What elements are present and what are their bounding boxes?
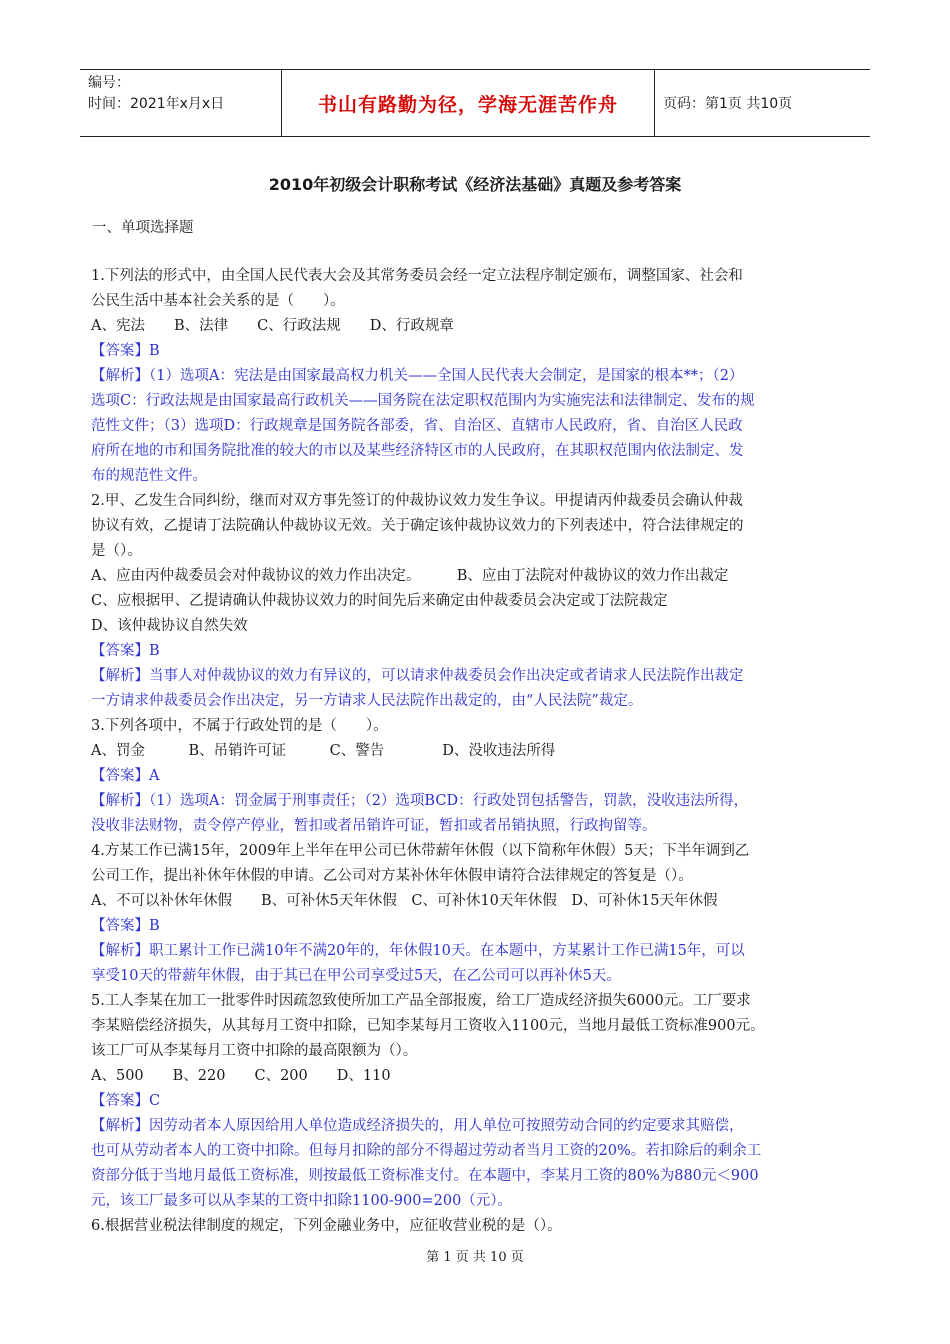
content-line: 范性文件；（3）选项D：行政规章是国务院各部委，省、自治区、直辖市人民政府，省、自治区人民政 (91, 418, 743, 434)
content-line: 【答案】B (91, 918, 160, 934)
content-line: A、500 B、220 C、200 D、110 (91, 1068, 391, 1084)
content-line: C、应根据甲、乙提请确认仲裁协议效力的时间先后来确定由仲裁委员会决定或丁法院裁定 (91, 593, 668, 609)
header-left-cell (80, 70, 282, 136)
question-content (91, 264, 871, 1239)
content-line: 【解析】职工累计工作已满10年不满20年的，年休假10天。在本题中，方某累计工作已满15年，可以 (91, 943, 745, 959)
header-motto: 书山有路勤为径，学海无涯苦作舟 (282, 70, 655, 136)
content-line: 李某赔偿经济损失，从其每月工资中扣除，已知李某每月工资收入1100元，当地月最低工资标准900元。 (91, 1018, 765, 1034)
content-line: 【答案】B (91, 643, 160, 659)
content-line: 选项C：行政法规是由国家最高行政机关——国务院在法定职权范围内为实施宪法和法律制定、发布的规 (91, 393, 755, 409)
content-line: 【解析】因劳动者本人原因给用人单位造成经济损失的，用人单位可按照劳动合同的约定要求其赔偿， (91, 1118, 744, 1134)
content-line: 3.下列各项中，不属于行政处罚的是（ ）。 (91, 718, 388, 734)
header-page-info: 页码：第1页 共10页 (663, 96, 793, 112)
content-line: 6.根据营业税法律制度的规定，下列金融业务中，应征收营业税的是（）。 (91, 1218, 562, 1234)
content-line: 元，该工厂最多可以从李某的工资中扣除1100-900=200（元）。 (91, 1193, 513, 1209)
content-line: 5.工人李某在加工一批零件时因疏忽致使所加工产品全部报废，给工厂造成经济损失6000元。工厂要求 (91, 993, 751, 1009)
content-line: 2.甲、乙发生合同纠纷，继而对双方事先签订的仲裁协议效力发生争议。甲提请丙仲裁委员会确认仲裁 (91, 493, 743, 509)
content-line: 【解析】（1）选项A：宪法是由国家最高权力机关——全国人民代表大会制定，是国家的根本**；（2） (91, 368, 744, 384)
content-line: A、不可以补休年休假 B、可补休5天年休假 C、可补休10天年休假 D、可补休15天年休假 (91, 893, 718, 909)
content-line: 协议有效，乙提请丁法院确认仲裁协议无效。关于确定该仲裁协议效力的下列表述中，符合法律规定的 (91, 518, 744, 534)
document-title: 2010年初级会计职称考试《经济法基础》真题及参考答案 (268, 175, 682, 194)
content-line: 【答案】A (91, 768, 160, 784)
content-line: 是（）。 (91, 543, 142, 559)
content-line: 该工厂可从李某每月工资中扣除的最高限额为（）。 (91, 1043, 418, 1059)
content-line: 公司工作，提出补休年休假的申请。乙公司对方某补休年休假申请符合法律规定的答复是（）。 (91, 868, 693, 884)
content-line: 公民生活中基本社会关系的是（ ）。 (91, 293, 345, 309)
page-footer: 第 1 页 共 10 页 (426, 1250, 524, 1265)
content-line: D、该仲裁协议自然失效 (91, 618, 248, 634)
content-line: 享受10天的带薪年休假，由于其已在甲公司享受过5天，在乙公司可以再补休5天。 (91, 968, 621, 984)
content-line: 1.下列法的形式中，由全国人民代表大会及其常务委员会经一定立法程序制定颁布，调整国家、社会和 (91, 268, 743, 284)
content-line: 资部分低于当地月最低工资标准，则按最低工资标准支付。在本题中，李某月工资的80%为880元＜900 (91, 1168, 759, 1184)
content-line: 4.方某工作已满15年，2009年上半年在甲公司已休带薪年休假（以下简称年休假）5天；下半年调到乙 (91, 843, 750, 859)
content-line: 府所在地的市和国务院批准的较大的市以及某些经济特区市的人民政府，在其职权范围内依法制定、发 (91, 443, 744, 459)
content-line: A、应由丙仲裁委员会对仲裁协议的效力作出决定。 B、应由丁法院对仲裁协议的效力作出裁定 (91, 568, 729, 584)
time-label: 时间：2021年x月x日 (88, 96, 225, 112)
content-line: 也可从劳动者本人的工资中扣除。但每月扣除的部分不得超过劳动者当月工资的20%。若扣除后的剩余工 (91, 1143, 762, 1159)
number-label: 编号： (88, 75, 130, 91)
section-heading: 一、单项选择题 (92, 220, 194, 236)
content-line: 布的规范性文件。 (91, 468, 207, 484)
header-table (80, 69, 870, 137)
content-line: 【解析】当事人对仲裁协议的效力有异议的，可以请求仲裁委员会作出决定或者请求人民法院作出裁定 (91, 668, 744, 684)
content-line: 【答案】C (91, 1093, 161, 1109)
content-line: 一方请求仲裁委员会作出决定，另一方请求人民法院作出裁定的，由“人民法院”裁定。 (91, 693, 643, 709)
content-line: 【解析】（1）选项A：罚金属于刑事责任；（2）选项BCD：行政处罚包括警告，罚款，没收违法所得， (91, 793, 749, 809)
content-line: A、宪法 B、法律 C、行政法规 D、行政规章 (91, 318, 454, 334)
content-line: A、罚金 B、吊销许可证 C、警告 D、没收违法所得 (91, 743, 556, 759)
content-line: 没收非法财物，责令停产停业，暂扣或者吊销许可证，暂扣或者吊销执照，行政拘留等。 (91, 818, 657, 834)
content-line: 【答案】B (91, 343, 160, 359)
